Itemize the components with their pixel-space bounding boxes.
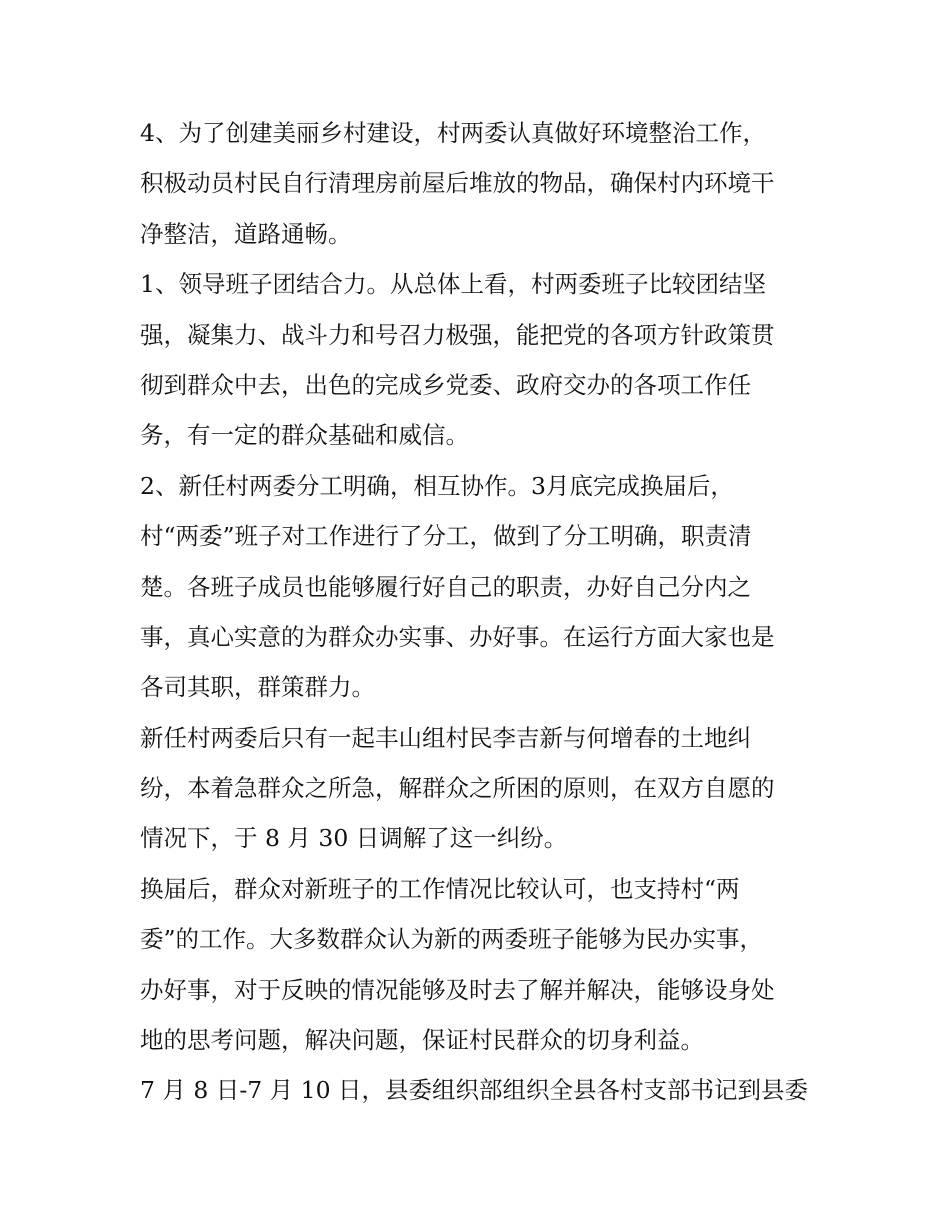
text-line: 积极动员村民自行清理房前屋后堆放的物品，确保村内环境干 xyxy=(140,169,775,198)
text-line: 情况下，于 8 月 30 日调解了这一纠纷。 xyxy=(140,824,568,853)
text-line: 办好事，对于反映的情况能够及时去了解并解决，能够设身处 xyxy=(140,975,775,1004)
text-line: 委”的工作。大多数群众认为新的两委班子能够为民办实事， xyxy=(140,925,764,954)
text-line: 地的思考问题，解决问题，保证村民群众的切身利益。 xyxy=(140,1026,704,1055)
text-line: 1、领导班子团结合力。从总体上看，村两委班子比较团结坚 xyxy=(140,270,766,299)
document-body xyxy=(140,108,820,1116)
text-line: 4、为了创建美丽乡村建设，村两委认真做好环境整治工作， xyxy=(140,119,766,147)
text-line: 各司其职，群策群力。 xyxy=(140,673,375,702)
text-line: 彻到群众中去，出色的完成乡党委、政府交办的各项工作任 xyxy=(140,370,751,399)
text-line: 务，有一定的群众基础和威信。 xyxy=(140,421,469,450)
text-line: 新任村两委后只有一起丰山组村民李吉新与何增春的土地纠 xyxy=(140,723,751,752)
text-line: 净整洁，道路通畅。 xyxy=(140,219,352,248)
text-line: 事，真心实意的为群众办实事、办好事。在运行方面大家也是 xyxy=(140,622,775,651)
text-line: 楚。各班子成员也能够履行好自己的职责，办好自己分内之 xyxy=(140,572,751,601)
text-line: 2、新任村两委分工明确，相互协作。3月底完成换届后， xyxy=(140,471,734,500)
text-line: 换届后，群众对新班子的工作情况比较认可，也支持村“两 xyxy=(140,874,740,903)
text-line: 纷，本着急群众之所急，解群众之所困的原则，在双方自愿的 xyxy=(140,774,775,803)
text-line: 7 月 8 日-7 月 10 日，县委组织部组织全县各村支部书记到县委 xyxy=(140,1076,809,1105)
text-line: 村“两委”班子对工作进行了分工，做到了分工明确，职责清 xyxy=(140,522,752,551)
text-line: 强，凝集力、战斗力和号召力极强，能把党的各项方针政策贯 xyxy=(140,320,775,349)
